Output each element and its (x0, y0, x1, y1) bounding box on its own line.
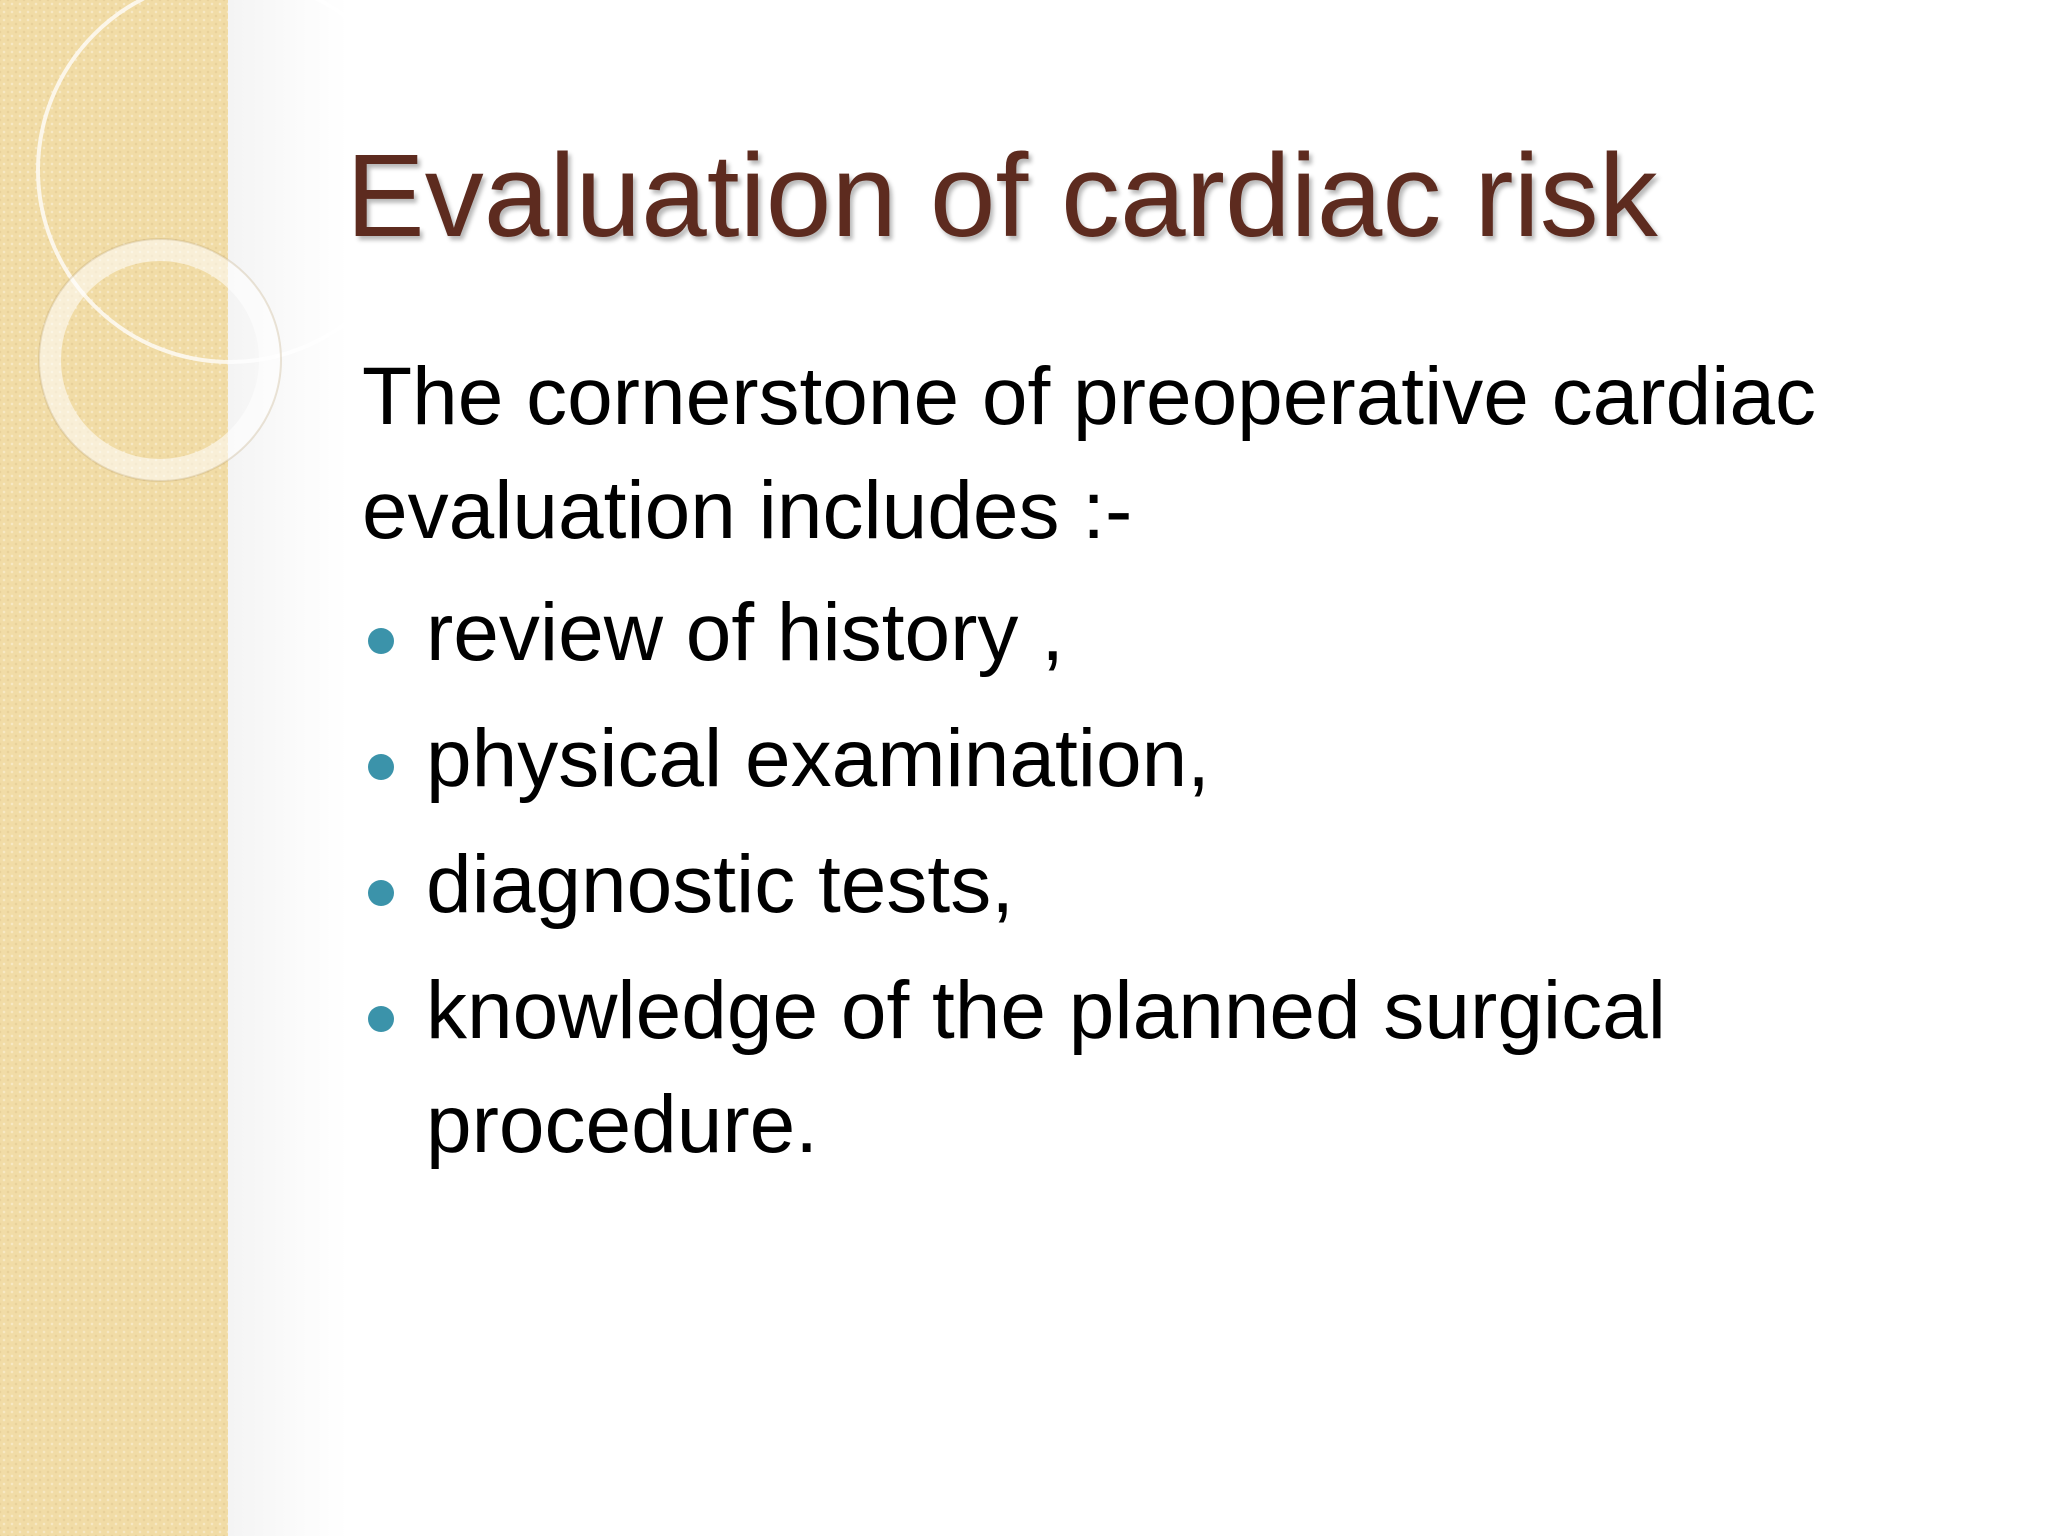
list-item (362, 576, 2022, 690)
bullet-text: physical examination, (426, 713, 1210, 804)
bullet-text: diagnostic tests, (426, 839, 1014, 930)
bullet-text: review of history , (426, 587, 1064, 678)
bullet-dot-icon (368, 1006, 394, 1032)
list-item (362, 954, 2022, 1182)
decorative-rings (0, 0, 400, 520)
intro-text: The cornerstone of preoperative cardiac evaluation includes :- (362, 351, 1817, 556)
list-item (362, 702, 2022, 816)
list-item (362, 828, 2022, 942)
slide-body (362, 340, 2022, 1194)
bullet-dot-icon (368, 628, 394, 654)
slide-title: Evaluation of cardiac risk (346, 130, 1658, 262)
bullet-dot-icon (368, 880, 394, 906)
bullet-list (362, 576, 2022, 1182)
bullet-text: knowledge of the planned surgical procedure. (426, 965, 1666, 1170)
bullet-dot-icon (368, 754, 394, 780)
